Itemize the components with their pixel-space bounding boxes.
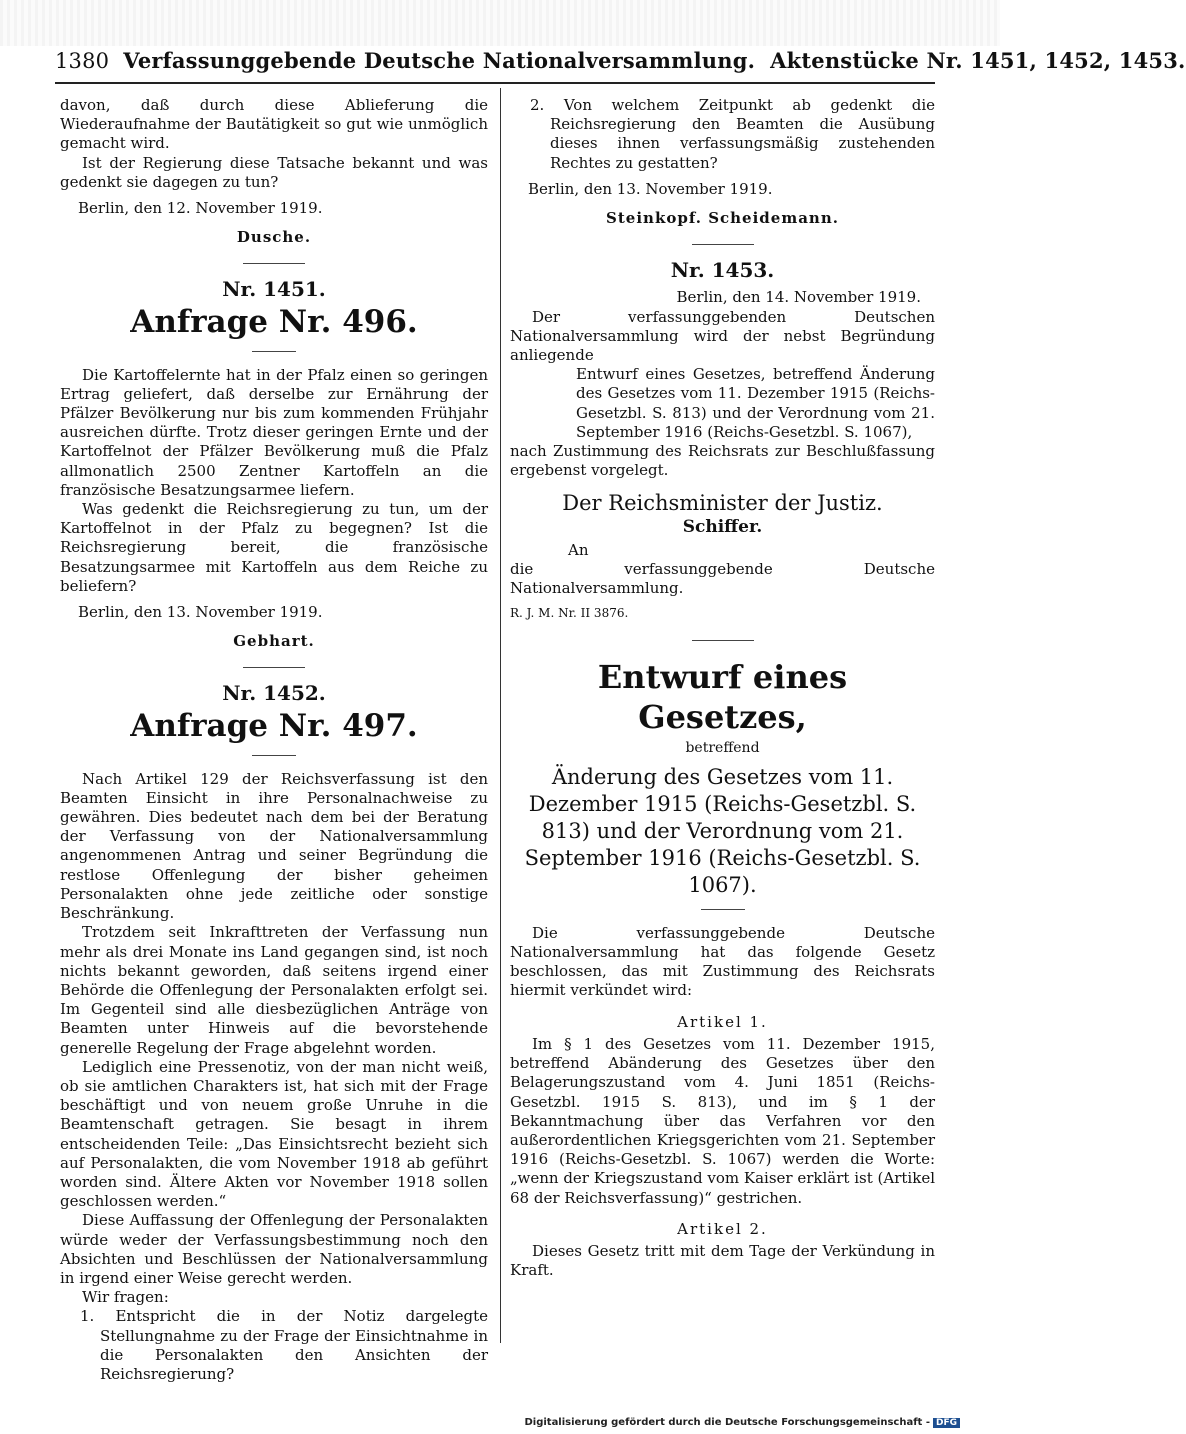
article-heading: Artikel 1. <box>677 1012 768 1031</box>
separator <box>243 263 305 264</box>
minister-title: Der Reichsminister der Justiz. <box>562 491 883 516</box>
header-docs: Aktenstücke Nr. 1451, 1452, 1453. <box>770 48 1186 73</box>
date-line: Berlin, den 14. November 1919. <box>676 288 921 307</box>
entwurf-subtitle: Änderung des Gesetzes vom 11. Dezember 1915 (Reichs-Gesetzbl. S. 813) und der Verordnung vom 21. September 1916 (Reichs-Gesetzbl. S. 1067). <box>524 764 921 897</box>
separator <box>243 667 305 668</box>
signature: Steinkopf. Scheidemann. <box>606 209 839 228</box>
separator <box>701 909 745 910</box>
date-line: Berlin, den 13. November 1919. <box>78 603 323 622</box>
date-line: Berlin, den 13. November 1919. <box>528 179 773 198</box>
anfrage-paragraph: Wir fragen: <box>82 1288 169 1307</box>
header-rule <box>55 82 935 84</box>
address-an: An <box>568 540 589 559</box>
date-line: Berlin, den 12. November 1919. <box>78 199 323 218</box>
dfg-logo: DFG <box>933 1418 960 1428</box>
anfrage-paragraph: Nach Artikel 129 der Reichsverfassung ist den Beamten Einsicht in ihre Personalnachweise zu gewähren. Dies bedeutet nach dem bei der Beratung der Verfassung von der Nationalversammlung angenommenen Antrag und seiner Begründung die restlose Offenlegung der bisher geheimen Personalakten ohne jede zeitliche oder sonstige Beschränkung. <box>60 769 488 923</box>
document-number: Nr. 1451. <box>222 277 326 302</box>
entwurf-title: Entwurf eines Gesetzes, <box>597 657 848 736</box>
question-item: 1. Entspricht die in der Notiz dargelegte Stellungnahme zu der Frage der Einsichtnahme in die Personalakten den Ansichten der Reichsregierung? <box>80 1307 488 1383</box>
separator <box>692 244 754 245</box>
continued-question: Ist der Regierung diese Tatsache bekannt und was gedenkt sie dagegen zu tun? <box>60 153 488 191</box>
anfrage-paragraph: Die Kartoffelernte hat in der Pfalz einen so geringen Ertrag geliefert, daß derselbe zur Ernährung der Pfälzer Bevölkerung nur bis zum kommenden Frühjahr ausreichen dürfte. Trotz dieser geringen Ernte und der Kartoffelnot der Pfälzer Bevölkerung muß die Pfalz allmonatlich 2500 Zentner Kartoffeln an die französische Besatzungsarmee liefern. <box>60 365 488 499</box>
page-header <box>55 48 1186 73</box>
digitization-footer <box>524 1417 960 1428</box>
separator <box>252 351 296 352</box>
entwurf-betreffend: betreffend <box>685 739 760 756</box>
article-heading: Artikel 2. <box>677 1219 768 1238</box>
question-item: 2. Von welchem Zeitpunkt ab gedenkt die Reichsregierung den Beamten die Ausübung dieses ihnen verfassungsmäßig zustehenden Rechtes zu gestatten? <box>530 96 935 172</box>
anfrage-paragraph: Diese Auffassung der Offenlegung der Personalakten würde weder der Verfassungsbestimmung noch den Absichten und Beschlüssen der Nationalversammlung in irgend einer Weise gerecht werden. <box>60 1211 488 1287</box>
article-text: Im § 1 des Gesetzes vom 11. Dezember 1915, betreffend Abänderung des Gesetzes über den Belagerungszustand vom 4. Juni 1851 (Reichs-Gesetzbl. 1915 S. 813), und im § 1 der Bekanntmachung über das Verfahren vor den außerordentlichen Kriegsgerichten vom 21. September 1916 (Reichs-Gesetzbl. S. 1067) werden die Worte: „wenn der Kriegszustand vom Kaiser erklärt ist (Artikel 68 der Reichsverfassung)“ gestrichen. <box>510 1034 935 1207</box>
signature: Gebhart. <box>233 632 315 651</box>
column-divider <box>500 88 501 1343</box>
anfrage-title: Anfrage Nr. 497. <box>130 707 418 744</box>
footer-text: Digitalisierung gefördert durch die Deutsche Forschungsgemeinschaft - <box>524 1417 930 1428</box>
article-text: Dieses Gesetz tritt mit dem Tage der Verkündung in Kraft. <box>510 1241 935 1280</box>
cover-paragraph: nach Zustimmung des Reichsrats zur Beschlußfassung ergebenst vorgelegt. <box>510 442 935 480</box>
left-column <box>60 96 488 1384</box>
address-recipient: die verfassunggebende Deutsche Nationalversammlung. <box>510 560 935 598</box>
anfrage-paragraph: Was gedenkt die Reichsregierung zu tun, um der Kartoffelnot in der Pfalz zu begegnen? Ist die Reichsregierung bereit, die französische Besatzungsarmee mit Kartoffeln aus dem Reiche zu beliefern? <box>60 500 488 595</box>
anfrage-paragraph: Lediglich eine Pressenotiz, von der man nicht weiß, ob sie amtlichen Charakters ist, hat sich mit der Frage beschäftigt und von neuem große Unruhe in die Beamtenschaft getragen. Sie besagt in ihrem entscheidenden Teile: „Das Einsichtsrecht bezieht sich auf Personalakten, die vom November 1918 ab geführt worden sind. Ältere Akten vor November 1918 sollen geschlossen werden.“ <box>60 1057 488 1211</box>
cover-paragraph: Der verfassunggebenden Deutschen Nationalversammlung wird der nebst Begründung anliegende <box>510 307 935 365</box>
anfrage-title: Anfrage Nr. 496. <box>130 303 418 340</box>
separator <box>692 640 754 641</box>
right-column <box>510 96 935 1280</box>
cover-block: Entwurf eines Gesetzes, betreffend Änderung des Gesetzes vom 11. Dezember 1915 (Reichs-Gesetzbl. S. 813) und der Verordnung vom 21. September 1916 (Reichs-Gesetzbl. S. 1067), <box>576 365 935 441</box>
continued-paragraph: davon, daß durch diese Ablieferung die Wiederaufnahme der Bautätigkeit so gut wie unmöglich gemacht wird. <box>60 96 488 153</box>
reference-number: R. J. M. Nr. II 3876. <box>510 606 629 621</box>
signature: Dusche. <box>236 228 312 247</box>
document-number: Nr. 1453. <box>670 258 775 283</box>
page-number: 1380 <box>55 49 110 73</box>
separator <box>252 755 296 756</box>
preamble: Die verfassunggebende Deutsche Nationalversammlung hat das folgende Gesetz beschlossen, das mit Zustimmung des Reichsrats hiermit verkündet wird: <box>510 923 935 1000</box>
minister-signature: Schiffer. <box>682 516 763 537</box>
anfrage-paragraph: Trotzdem seit Inkrafttreten der Verfassung nun mehr als drei Monate ins Land gegangen sind, ist noch nichts bekannt geworden, daß seitens irgend einer Behörde die Offenlegung der Personalakten erfolgt sei. Im Gegenteil sind alle diesbezüglichen Anträge von Beamten unter Hinweis auf die bevorstehende generelle Regelung der Frage abgelehnt worden. <box>60 923 488 1057</box>
scan-top-band <box>0 0 1000 46</box>
document-number: Nr. 1452. <box>222 681 326 706</box>
header-title: Verfassunggebende Deutsche Nationalversammlung. <box>123 48 756 73</box>
